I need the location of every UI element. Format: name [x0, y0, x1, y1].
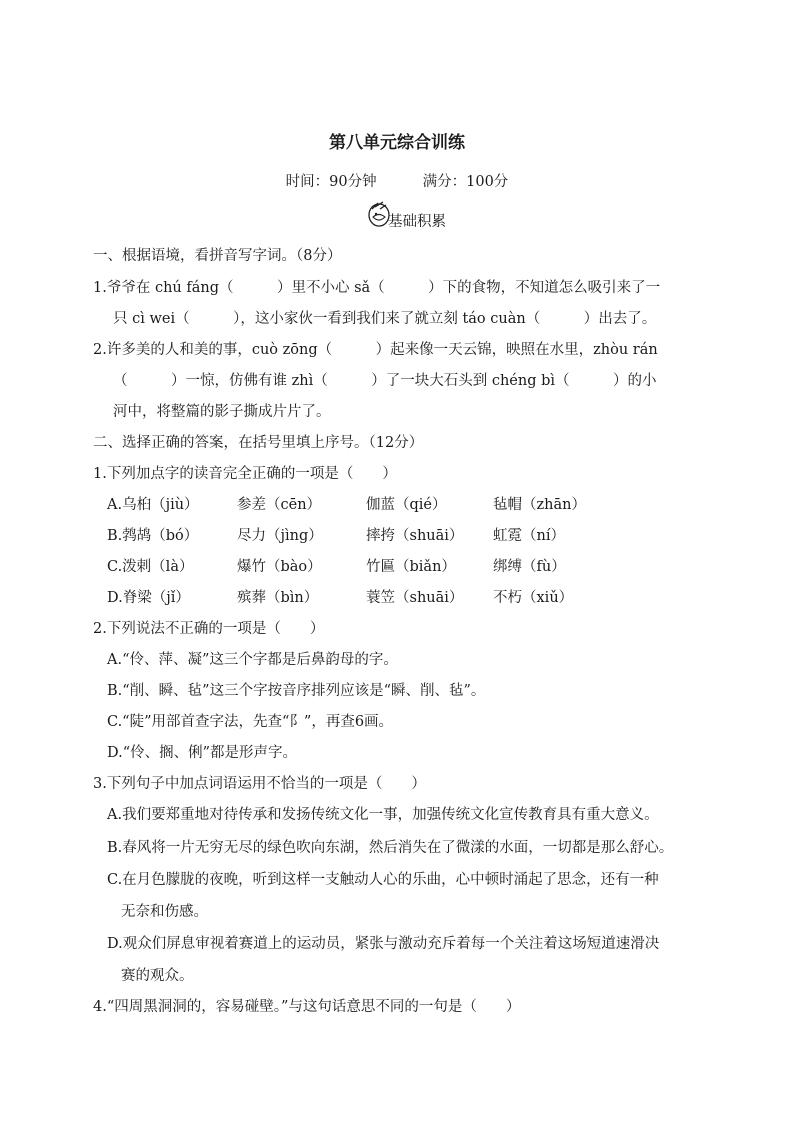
- option-cell: 伽蓝（qié）: [366, 497, 447, 513]
- q2-2-option-c: C.“陡”用部首查字法，先查“阝”，再查6画。: [107, 714, 394, 730]
- full-score: 满分：100分: [422, 174, 509, 190]
- option-cell: 竹匾（biǎn）: [366, 559, 456, 575]
- option-cell: 绑缚（fù）: [493, 559, 566, 575]
- q2-2-option-d: D.“伶、搁、俐”都是形声字。: [107, 745, 298, 761]
- time-limit: 时间：90分钟: [285, 174, 377, 190]
- q1-line-3: 2.许多美的人和美的事，cuò zōng（ ）起来像一天云锦，映照在水里，zhòu rán: [93, 342, 658, 358]
- option-cell: C.泼剌（là）: [107, 559, 194, 575]
- page-title: 第八单元综合训练: [329, 133, 465, 153]
- q2-heading: 二、选择正确的答案，在括号里填上序号。（12分）: [93, 435, 424, 451]
- q2-3-option-a: A.我们要郑重地对待传承和发扬传统文化一事，加强传统文化宣传教育具有重大意义。: [107, 807, 659, 823]
- option-cell: D.脊梁（jǐ）: [107, 590, 190, 606]
- q1-line-2: 只 cì wei（ ），这小家伙一看到我们来了就立刻 táo cuàn（ ）出去了。: [113, 311, 657, 327]
- option-cell: 尽力（jìng）: [237, 528, 323, 544]
- exam-meta: [0, 172, 794, 192]
- option-cell: 参差（cēn）: [237, 497, 322, 513]
- q2-3-option-c-cont: 无奈和伤感。: [121, 904, 208, 920]
- option-cell: 爆竹（bào）: [237, 559, 322, 575]
- q2-2-option-a: A.“伶、萍、凝”这三个字都是后鼻韵母的字。: [107, 652, 398, 668]
- option-cell: 殡葬（bìn）: [237, 590, 319, 606]
- option-cell: 摔挎（shuāi）: [366, 528, 464, 544]
- q1-line-1: 1.爷爷在 chú fáng（ ）里不小心 sǎ（ ）下的食物，不知道怎么吸引来了一: [93, 280, 661, 296]
- q1-line-4: （ ）一惊，仿佛有谁 zhì（ ）了一块大石头到 chéng bì（ ）的小: [113, 373, 657, 389]
- q2-3-option-b: B.春风将一片无穷无尽的绿色吹向东湖，然后消失在了微漾的水面，一切都是那么舒心。: [107, 840, 674, 856]
- q2-2-option-b: B.“削、瞬、毡”这三个字按音序排列应该是“瞬、削、毡”。: [107, 683, 486, 699]
- option-cell: 毡帽（zhān）: [493, 497, 586, 513]
- option-cell: 蓑笠（shuāi）: [366, 590, 464, 606]
- q2-3-option-d: D.观众们屏息审视着赛道上的运动员，紧张与激动充斥着每一个关注着这场短道速滑决: [107, 936, 660, 952]
- option-cell: 不朽（xiǔ）: [493, 590, 574, 606]
- option-cell: B.鹁鸪（bó）: [107, 528, 199, 544]
- q2-1-stem: 1.下列加点字的读音完全正确的一项是（ ）: [93, 466, 397, 482]
- q2-2-stem: 2.下列说法不正确的一项是（ ）: [93, 621, 325, 637]
- option-cell: A.乌桕（jiù）: [107, 497, 199, 513]
- q1-line-5: 河中，将整篇的影子撕成片片了。: [113, 404, 331, 420]
- option-cell: 虹霓（ní）: [493, 528, 565, 544]
- section-label: 基础积累: [388, 214, 446, 230]
- q1-heading: 一、根据语境，看拼音写字词。（8分）: [93, 248, 342, 264]
- q2-3-option-c: C.在月色朦胧的夜晚，听到这样一支触动人心的乐曲，心中顿时涌起了思念，还有一种: [107, 872, 659, 888]
- q2-3-stem: 3.下列句子中加点词语运用不恰当的一项是（ ）: [93, 776, 426, 792]
- q2-3-option-d-cont: 赛的观众。: [121, 968, 194, 984]
- q2-4-stem: 4.“四周黑洞洞的，容易碰壁。”与这句话意思不同的一句是（ ）: [93, 999, 521, 1015]
